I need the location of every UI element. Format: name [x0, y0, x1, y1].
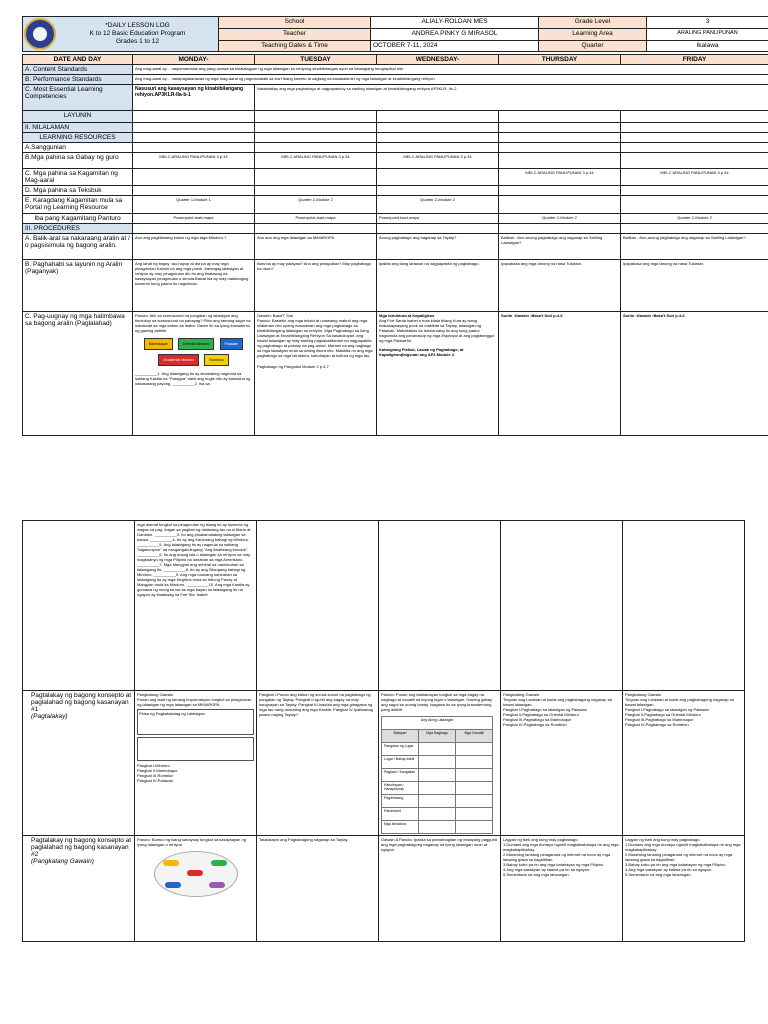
iba-label: Iba pang Kagamitang Panturo — [23, 214, 133, 224]
paghahabi-monday: Ang lahat ng bagay ,tao,hayop at iba pa ay may mga pinagmulan.Kahulit na ang mga purok ,barangay,lalawigan at rehiyon ay may pinagmulan din.Ito ang tinatawag na kasaysayan,pinagmulan o simula.Bawat isa ay may natatanging kuwento kung paano ito nagsimula. — [133, 260, 255, 312]
sanggunian-label: A.Sanggunian — [23, 143, 133, 153]
school-label: School — [219, 17, 371, 29]
pagtalakay2-monday-text: Panuto: Bumuo ng isang sanaysay tungkol sa kasaysayan ng iyong lalawigan o rehiyon. — [137, 837, 246, 847]
balik-aral-monday: Ano ang pagkilanang kukos ng mga taga Mindoro ? — [133, 234, 255, 260]
gabay-label: B.Mga pahina sa Gabay ng guro — [23, 153, 133, 169]
teacher-label: Teacher — [219, 29, 371, 41]
paguugnay-monday-instructions: Panuto: Alin sa sumusunod na pangalan ng lalawigan ang tinutukoy sa sumusunod na pahayag? Piliin ang tamang sagot na nakasulat sa mga kahon sa ibaba. Gawin ito sa iyong kuwaderno ng gawing aktibiti. — [135, 313, 251, 333]
main-table — [22, 54, 768, 436]
grade-value: 3 — [647, 17, 768, 29]
performance-standards-value: Ang mag-aaral ay… nakapaglalarawan ng mga mag-aaral ng pagmamalaki sa iba't ibang kwento at sagisag na kasasalamin ng mga lalawigan at kinabibilangang rehiyon. — [133, 75, 768, 85]
pagtalakay2-label — [23, 836, 135, 942]
teacher-value: ANDREA PINKY G MIRASOL — [371, 29, 539, 41]
gabay-tuesday: MELC ARALING PANLIPUNAN 3 p.34 — [255, 153, 377, 169]
teksbuk-label: D. Mga pahina sa Teksbuk — [23, 186, 133, 196]
paghahabi-friday: Ipapabasa ang mga tanong na nasa Tuklasin. — [621, 260, 768, 312]
balik-aral-tuesday: Ano ano ang mga lalawigan sa MIMAROPA — [255, 234, 377, 260]
melc-label: C. Most Essential Learning Competencies — [23, 85, 133, 111]
choice-chip: Oriental Mindoro — [178, 338, 215, 350]
paghahabi-label: B. Paghahabi sa layunin ng Aralin (Paganyak) — [23, 260, 133, 312]
lesson-log-page-1 — [22, 16, 768, 436]
choice-chip: Occidental Mindoro — [158, 354, 199, 366]
pagtalakay1-friday: Pangkatang Gawain Tingnan ang Larawan at isulat ang pagbabagong naganap sa bawat lalawigan. Pangkat I-Pagbabago sa lalawigan ng Palawan Pangkat II-Pagbabago sa Oriental Mindoro Pangkat III-Pagbabago sa Marinduque Pangkat IV-Pagbabago sa Romblon — [623, 691, 745, 836]
pagtalakay1-monday-box: Pelsa ng Pagkakatatag ng Lalawigan — [137, 709, 254, 735]
melc-rest: Natatalakay ang mga pagbabago at nagpapatuloy sa sariling lalawigan at kinabibilangang rehiyon AP3KLR- IIc-2 — [255, 85, 768, 111]
balik-aral-friday: Balikan : Ano-anong pagbabago ang naganap sa Sariling Lalawigan? — [621, 234, 768, 260]
worksheet-row: Lugar / Bahay-kahit — [382, 756, 419, 769]
lr-wednesday: Quarter 2-Module 2 — [377, 196, 499, 214]
paguugnay-tuesday-text: Gawain: Basa'T Suri Panuto: Basahin ang mga teksto at unawaing mabuti ang mga nilalaman nito upang maunawan ang mga pagbabago sa kinabibilangang lalawigan sa rehiyon. Mga Pagbabago sa Ilang Lalawigan at Kinabibilangang Rehiyon Sa kasalukuyan, ang bawat lalawigan ay may sariling pagkakakilanlan na nagpapakita ng pagbabago at patuloy na pag-unlad. Marami na ang nagbago sa mga lalawigan mula sa dating itsura nito. Makikita rin ang mga pagbabago sa mga istruktura, kabuhayan at kultura ng mga tao. — [257, 313, 373, 358]
layunin-label: LAYUNIN — [23, 111, 133, 123]
header-table — [22, 16, 768, 52]
paguugnay-tuesday — [255, 312, 377, 436]
iba-tuesday: Powerpoint,tsart,mapa — [255, 214, 377, 224]
worksheet-row: Pangalan ng Lugar — [382, 743, 419, 756]
worksheet-col: Batayan — [382, 730, 419, 743]
blank-label-cell — [23, 521, 135, 691]
paghahabi-wednesday: Ipakita ang ilang larawan na nagpapakita ng pagbabago. — [377, 260, 499, 312]
gabay-wednesday: MELC ARALING PANLIPUNAN 3 p.34 — [377, 153, 499, 169]
pagtalakay2-friday: Lagyan ng tsek ang kung may pagbabago. 1.Dumami ang mga dumayo nguniit magkakaibalupa rin ang mga magkakapitbahay. 2.Maraming lansang pinaganara ng internet na noon ay mga lansang gawa sa kagalitiran. 3.Bahay kubo pa rin ang mga katahayan ng mga Pilipino 4.Ang mga sasakyan ay kalesa pa rin sa ngayon. 5.Sementado na ang mga lansangan. — [623, 836, 745, 942]
paguugnay-tuesday-footer: Pagbabago ng Pangalan Module 2 p.3-7 — [257, 364, 329, 369]
group-item: Pangkat III-Romblon — [137, 773, 174, 778]
title-line-1: *DAILY LESSON LOG — [105, 22, 170, 29]
content-standards-value: Ang mag-aaral ay… naipamamalas ang pang-unawa sa kinalalagyan ng mga lalawigan sa rehiyong kinabibilangan ayon sa katangiang heograpikal nito — [133, 65, 768, 75]
header-title-cell — [23, 17, 219, 52]
worksheet-row: Pananamit — [382, 808, 419, 821]
pagtalakay1-monday-blank-box — [137, 737, 254, 761]
thursday-header: THURSDAY — [499, 55, 621, 65]
paguugnay-monday — [133, 312, 255, 436]
pagtalakay2-wednesday: Gawain A Panuto: Ipakita sa pamamagitan ng malayang pagguhit ang mga pagbabagong naganap sa iyong lalawigan noon at ngayon. — [379, 836, 501, 942]
group-item: Pangkat IV-Palawan — [137, 778, 174, 783]
worksheet-title: Ang Aking Lalawigan — [382, 717, 493, 730]
pagtalakay1-wednesday — [379, 691, 501, 836]
balik-aral-wednesday: Anong pagbabago ang naganap sa Taytay? — [377, 234, 499, 260]
content-standards-label: A. Content Standards — [23, 65, 133, 75]
school-value: ALIALY-ROLDAN MES — [371, 17, 539, 29]
date-day-header: DATE AND DAY — [23, 55, 133, 65]
balik-aral-thursday: Balikan : Ano-anong pagbabago ang naganap sa Sariling Lalawigan? — [499, 234, 621, 260]
nilalaman-label: II. NILALAMAN — [23, 123, 133, 133]
iba-monday: Powerpoint,tsart,mapa — [133, 214, 255, 224]
worksheet-col: Mga Nanatili — [456, 730, 493, 743]
dates-value: OCTOBER 7-11, 2024 — [371, 41, 539, 52]
choice-chip: Palawan — [220, 338, 244, 350]
province-choices — [135, 336, 252, 368]
choice-chip: Romblon — [204, 354, 228, 366]
worksheet-row: Mga istruktura — [382, 821, 419, 834]
gabay-monday: MELC ARALING PANLIPUNAN 3 p.34 — [133, 153, 255, 169]
area-label: Learning Area — [539, 29, 647, 41]
iba-wednesday: Powerpoint,tsart,mapa — [377, 214, 499, 224]
paguugnay-wednesday — [377, 312, 499, 436]
lr-monday: Quarter 1-Module 1 — [133, 196, 255, 214]
dates-label: Teaching Dates & Time — [219, 41, 371, 52]
paguugnay-wednesday-footer: Katangiang Pisikal, Lawak ng Pagbabago, at Kapaligiran(Ibigsuan ang AP3 Module 2. — [379, 347, 464, 357]
pagtalakay1-label — [23, 691, 135, 836]
worksheet-row: Kabuhayan / Hanapbuhay — [382, 782, 419, 795]
idea-map-illustration — [154, 851, 238, 897]
pagtalakay1-tuesday: Pangkat I-Punan ang kahon ng sunud-sunod na pagbabago ng pangalan ng Taytay. Pangkat II-Iguhit ang bagay na may kaugnayan sa Taytay. Pangkat III-Isadula ang mga ginagawa ng mga tao nang dumating ang mga Kastila. Pangkat IV-Ipaliwanag paano naging Taytay? — [257, 691, 379, 836]
worksheet-row: Pagkain / Kaugalian — [382, 769, 419, 782]
kagamitan-thursday: MELC ARALING PANLIPUNAN 3 p.34 — [499, 169, 621, 186]
worksheet-col: Mga Nagbago — [419, 730, 456, 743]
grade-label: Grade Level — [539, 17, 647, 29]
pagtalakay1-subtitle: (Pagtalakay) — [31, 713, 68, 720]
area-value: ARALING PANLIPUNAN — [647, 29, 768, 41]
paguugnay-wednesday-text: Ang Fort Santa Isabel o mas kilala bilang Kuta ay isang makasaysayang pook na makikita sa Taytay, lalawigan ng Palawan. Mababakas sa istrukturang ito ang kung paano nagsimula ang pananakop ng mga Espanyol at ang pagtatanggol ng mga Palaweño. — [379, 318, 495, 343]
melc-monday: Nasusuri ang kasaysayan ng kinabibilangang rehiyon.AP3KLR-IIa-b-1 — [133, 85, 255, 111]
pagtalakay2-subtitle: (Pangkatang Gawain) — [31, 858, 94, 865]
pagtalakay2-monday — [135, 836, 257, 942]
quarter-value: Ikalawa — [647, 41, 768, 52]
pagtalakay1-title: Pagtalakay ng bagong konsepto at paglalahad ng bagong kasanayan #1 — [31, 692, 132, 713]
paguugnay-label: C. Pag-uugnay ng mga halimbawa sa bagong aralin (Paglalahad) — [23, 312, 133, 436]
continuation-table — [22, 520, 745, 942]
paguugnay-thursday: Suriin :Gawain :Basa't Suri p.4-6 — [499, 312, 621, 436]
paguugnay-friday: Suriin :Gawain :Basa't Suri p.4-6 — [621, 312, 768, 436]
friday-header: FRIDAY — [621, 55, 768, 65]
lr-portal-label: E. Karagdang Kagamitan mula sa Portal ng Learning Resource — [23, 196, 133, 214]
pagtalakay1-monday-text: Punan ang tsart ng tamang impormasyon tungkol sa pinagmulan ng lalawigan ng mga lalawigan sa MIMAROPA. — [137, 697, 252, 707]
pagtalakay1-monday-title: Pangkatang Gawain — [137, 692, 174, 697]
kagamitan-friday: MELC ARALING PANLIPUNAN 3 p.34 — [621, 169, 768, 186]
performance-standards-label: B. Performance Standards — [23, 75, 133, 85]
monday-continued: mga alamat tungkol sa pinagmulan ng islang ito ay kuwento ng wagas na pag- Ibigan sa pagitan ng dalawang tao na si Marin at Garduke. __________3. Ito ang pinakamalaking lalawigan sa bansa. __________4. Ito ay ang Kanlurang bahagi ng Mindoro. __________5. Ang lalawigang ito ay nagmula sa salitang "tagalumyom" na nangangahulugang "Ang liwaliwang bundok". __________6. Ito ang unang isla o lalawigan sa rehiyon na may magkaanyo ng mga Pilipino na lumaban sa mga Amerikano. __________7. Mga Mangyan ang orihinal na naninirahan sa lalawigang ito. __________8. Ito ay ang Silangang bahagi ng Mindoro. __________9. Ang mga naunang nanirahan sa lalawigang ito ay mga Negritos mula sa tribong Panay at Mangyan mula sa Mindoro. __________10. Ang mga Kastila ay gumawa ng moog sa isa sa mga bayan sa lalawigang ito na ngayon ay tinatawag na Fort Sta. Isabel — [135, 521, 257, 691]
lesson-log-page-2 — [22, 520, 744, 942]
quarter-label: Quarter — [539, 41, 647, 52]
paghahabi-thursday: Ipapabasa ang mga tanong na nasa Tuklasin. — [499, 260, 621, 312]
balik-aral-label: A. Balik-aral sa nakaraang aralin at / o pagsisimula ng bagong aralin. — [23, 234, 133, 260]
paguugnay-wednesday-title: Mga Istruktura at Kapaligiran — [379, 313, 435, 318]
choice-chip: Marinduque — [144, 338, 173, 350]
learning-resources-label: LEARNING RESOURCES — [23, 133, 133, 143]
title-line-3: Grades 1 to 12 — [116, 38, 159, 45]
pagtalakay2-tuesday: Tatalakayin ang Pagbabagong naganap sa Taytay. — [257, 836, 379, 942]
tuesday-header: TUESDAY — [255, 55, 377, 65]
paghahabi-tuesday: Ikaw ba ay may palayaw? Ano ang pinagulitan? May pagbabago ba doon? — [255, 260, 377, 312]
lalawigan-worksheet-table — [381, 716, 493, 834]
wednesday-header: WEDNESDAY- — [377, 55, 499, 65]
pagtalakay2-title: Pagtalakay ng bagong konsepto at paglalahad ng bagong kasanayan #2 — [31, 837, 132, 858]
kagamitan-label: C. Mga pahina sa Kagamitan ng Mag-aaral — [23, 169, 133, 186]
monday-header: MONDAY- — [133, 55, 255, 65]
worksheet-row: Pagdiriwang — [382, 795, 419, 808]
procedures-label: III. PROCEDURES — [23, 224, 133, 234]
pagtalakay1-wednesday-text: Panuto: Punan ang talahanayan tungkol sa mga bagay na nagbago at nanatili sa inyong lugar o lalawigan. Gawing gabay ang sagot sa unang hanay. Isagawa ito sa iyong kuwadernong pang aktibiti — [381, 692, 492, 712]
title-line-2: K to 12 Basic Education Program — [89, 30, 186, 37]
deped-seal-logo — [24, 18, 56, 50]
lr-tuesday: Quarter 2-Module 2 — [255, 196, 377, 214]
paguugnay-monday-items: __________1. Ang lalawigang ito ay sinasabing nagmula sa salitang Kastila na "Paragua" dahil ang hugis nito ay kamukha ng nakasarang payong. __________2. Isa sa — [135, 371, 251, 386]
iba-friday: Quarter 2-Module 2 — [621, 214, 768, 224]
group-item: Pangkat II-Marinduque — [137, 768, 178, 773]
pagtalakay1-thursday: Pangkatang Gawain Tingnan ang Larawan at isulat ang pagbabagong naganap sa bawat lalawigan. Pangkat I-Pagbabago sa lalawigan ng Palawan Pangkat II-Pagbabago sa Oriental Mindoro Pangkat III-Pagbabago sa Marinduque Pangkat IV-Pagbabago sa Romblon — [501, 691, 623, 836]
group-item: Pangkat I-Mindoro — [137, 763, 170, 768]
iba-thursday: Quarter 2-Module 2 — [499, 214, 621, 224]
pagtalakay1-monday — [135, 691, 257, 836]
pagtalakay2-thursday: Lagyan ng tsek ang kung may pagbabago. 1.Dumami ang mga dumayo nguniit magkakaibalupa rin ang mga magkakapitbahay. 2.Maraming lansang pinaganara ng internet na noon ay mga lansang gawa sa kagalitiran. 3.Bahay kubo pa rin ang mga katahayan ng mga Pilipino 4.Ang mga sasakyan ay kalesa pa rin sa ngayon. 5.Sementado na ang mga lansangan. — [501, 836, 623, 942]
